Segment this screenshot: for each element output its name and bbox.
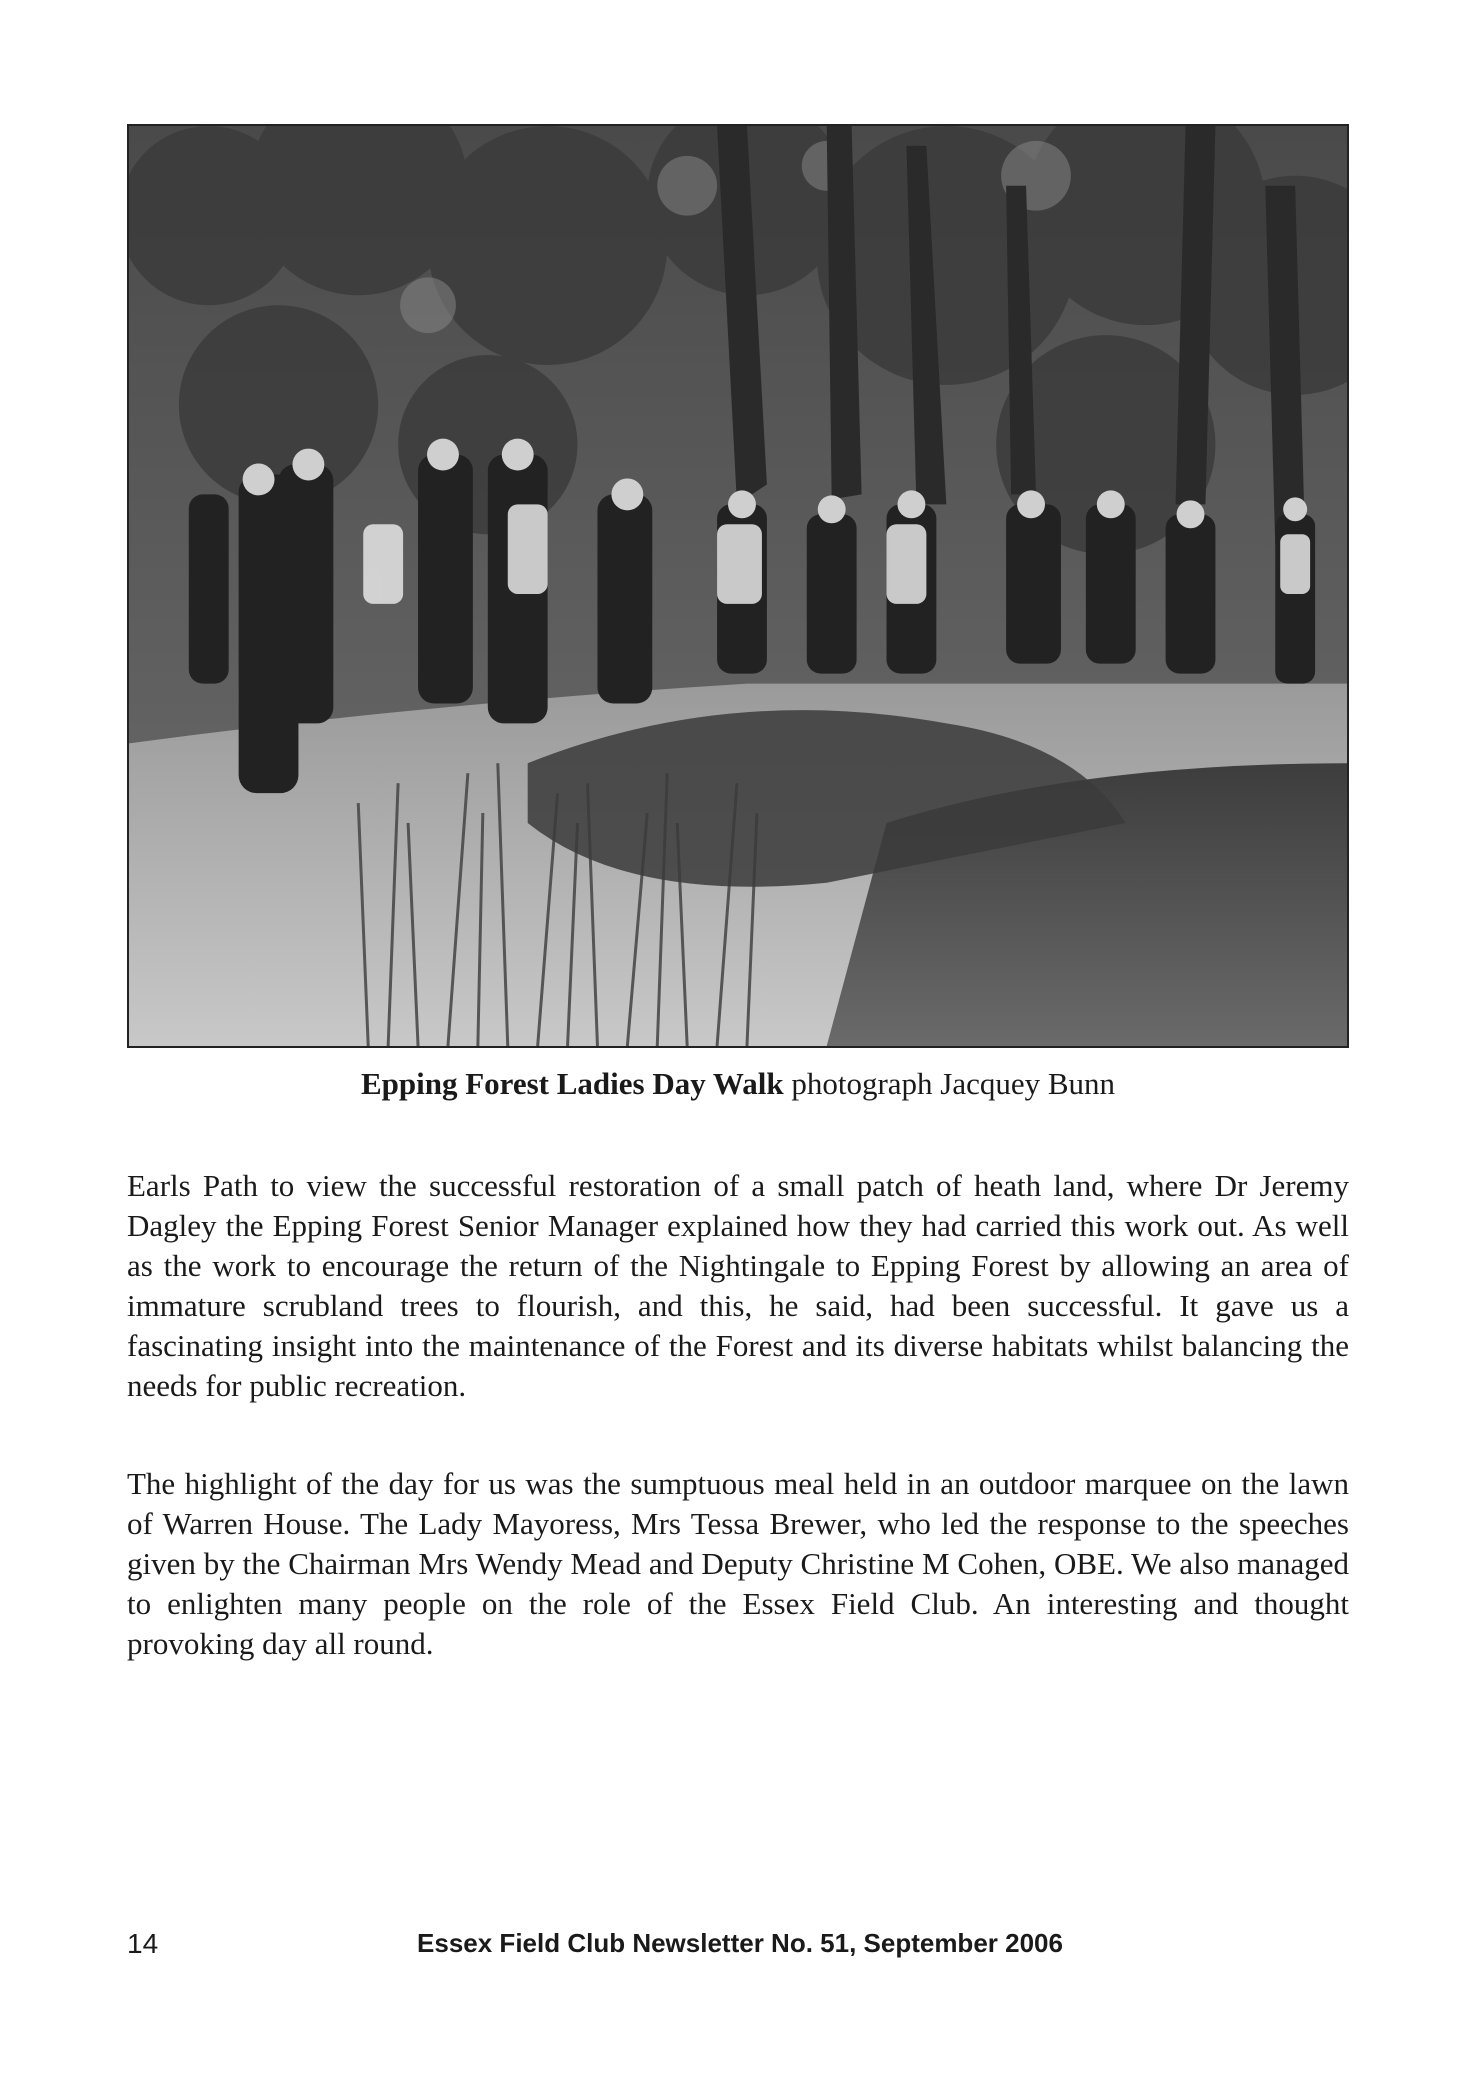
group-photograph <box>127 124 1349 1048</box>
page-number: 14 <box>127 1928 159 1959</box>
publication-footer: Essex Field Club Newsletter No. 51, September 2006 <box>417 1928 1063 1958</box>
photo-caption <box>127 1064 1349 1104</box>
forest-walk-photo <box>129 126 1347 1046</box>
photo-caption-title: Epping Forest Ladies Day Walk <box>360 1066 784 1101</box>
photo-caption-credit: photograph Jacquey Bunn <box>783 1066 1116 1101</box>
body-paragraph: The highlight of the day for us was the sumptuous meal held in an outdoor marquee on the lawn of Warren House. The Lady Mayoress, Mrs Tessa Brewer, who led the response to the speeches given by the Chairman Mrs Wendy Mead and Deputy Christine M Cohen, OBE. We also managed to enlighten many people on the role of the Essex Field Club. An interesting and thought provoking day all round. <box>127 1466 1349 1661</box>
body-paragraph: Earls Path to view the successful restoration of a small patch of heath land, where Dr Jeremy Dagley the Epping Forest Senior Manager explained how they had carried this work out. As well as the work to encourage the return of the Nightingale to Epping Forest by allowing an area of immature scrubland trees to flourish, and this, he said, had been successful. It gave us a fascinating insight into the maintenance of the Forest and its diverse habitats whilst balancing the needs for public recreation. <box>127 1168 1349 1403</box>
